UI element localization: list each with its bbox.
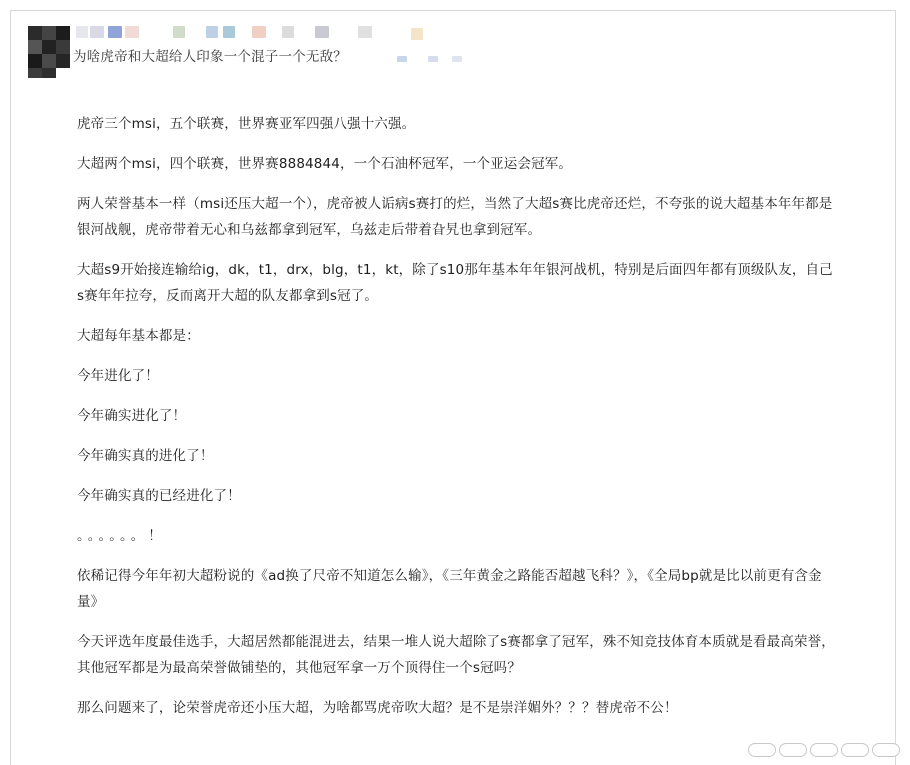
action-pill[interactable] xyxy=(779,743,807,757)
paragraph: 大超两个msi，四个联赛，世界赛8884844，一个石油杯冠军，一个亚运会冠军。 xyxy=(77,156,573,172)
paragraph: 那么问题来了，论荣誉虎帝还小压大超，为啥都骂虎帝吹大超？是不是崇洋媚外？？？替虎帝不公！ xyxy=(77,700,678,716)
post-header xyxy=(28,22,888,82)
post-body xyxy=(77,111,837,735)
paragraph: 大超s9开始接连输给ig，dk，t1，drx，blg，t1，kt，除了s10那年基本年年银河战机，特别是后面四年都有顶级队友，自己s赛年年拉夸，反而离开大超的队友都拿到s冠了。 xyxy=(77,262,833,304)
paragraph: 今年确实真的已经进化了！ xyxy=(77,488,241,504)
paragraph: 。。。。。。！ xyxy=(77,528,166,544)
action-pill[interactable] xyxy=(748,743,776,757)
paragraph: 虎帝三个msi，五个联赛，世界赛亚军四强八强十六强。 xyxy=(77,116,416,132)
paragraph: 今年确实进化了！ xyxy=(77,408,187,424)
footer-action-pills xyxy=(748,741,900,759)
paragraph: 今年进化了！ xyxy=(77,368,159,384)
paragraph: 大超每年基本都是： xyxy=(77,328,200,344)
paragraph: 两人荣誉基本一样（msi还压大超一个），虎帝被人诟病s赛打的烂，当然了大超s赛比虎帝还烂，不夸张的说大超基本年年都是银河战舰，虎帝带着无心和乌兹都拿到冠军，乌兹走后带着旮旯也拿到冠军。 xyxy=(77,196,833,238)
action-pill[interactable] xyxy=(872,743,900,757)
paragraph: 今年确实真的进化了！ xyxy=(77,448,214,464)
action-pill[interactable] xyxy=(810,743,838,757)
avatar[interactable] xyxy=(28,26,70,78)
paragraph: 今天评选年度最佳选手，大超居然都能混进去，结果一堆人说大超除了s赛都拿了冠军，殊不知竞技体育本质就是看最高荣誉，其他冠军都是为最高荣誉做铺垫的，其他冠军拿一万个顶得住一个s冠吗？ xyxy=(77,634,835,676)
post-title[interactable]: 为啥虎帝和大超给人印象一个混子一个无敌？ xyxy=(73,49,347,65)
action-pill[interactable] xyxy=(841,743,869,757)
paragraph: 依稀记得今年年初大超粉说的《ad换了尺帝不知道怎么输》，《三年黄金之路能否超越飞科？》，《全局bp就是比以前更有含金量》 xyxy=(77,568,822,610)
